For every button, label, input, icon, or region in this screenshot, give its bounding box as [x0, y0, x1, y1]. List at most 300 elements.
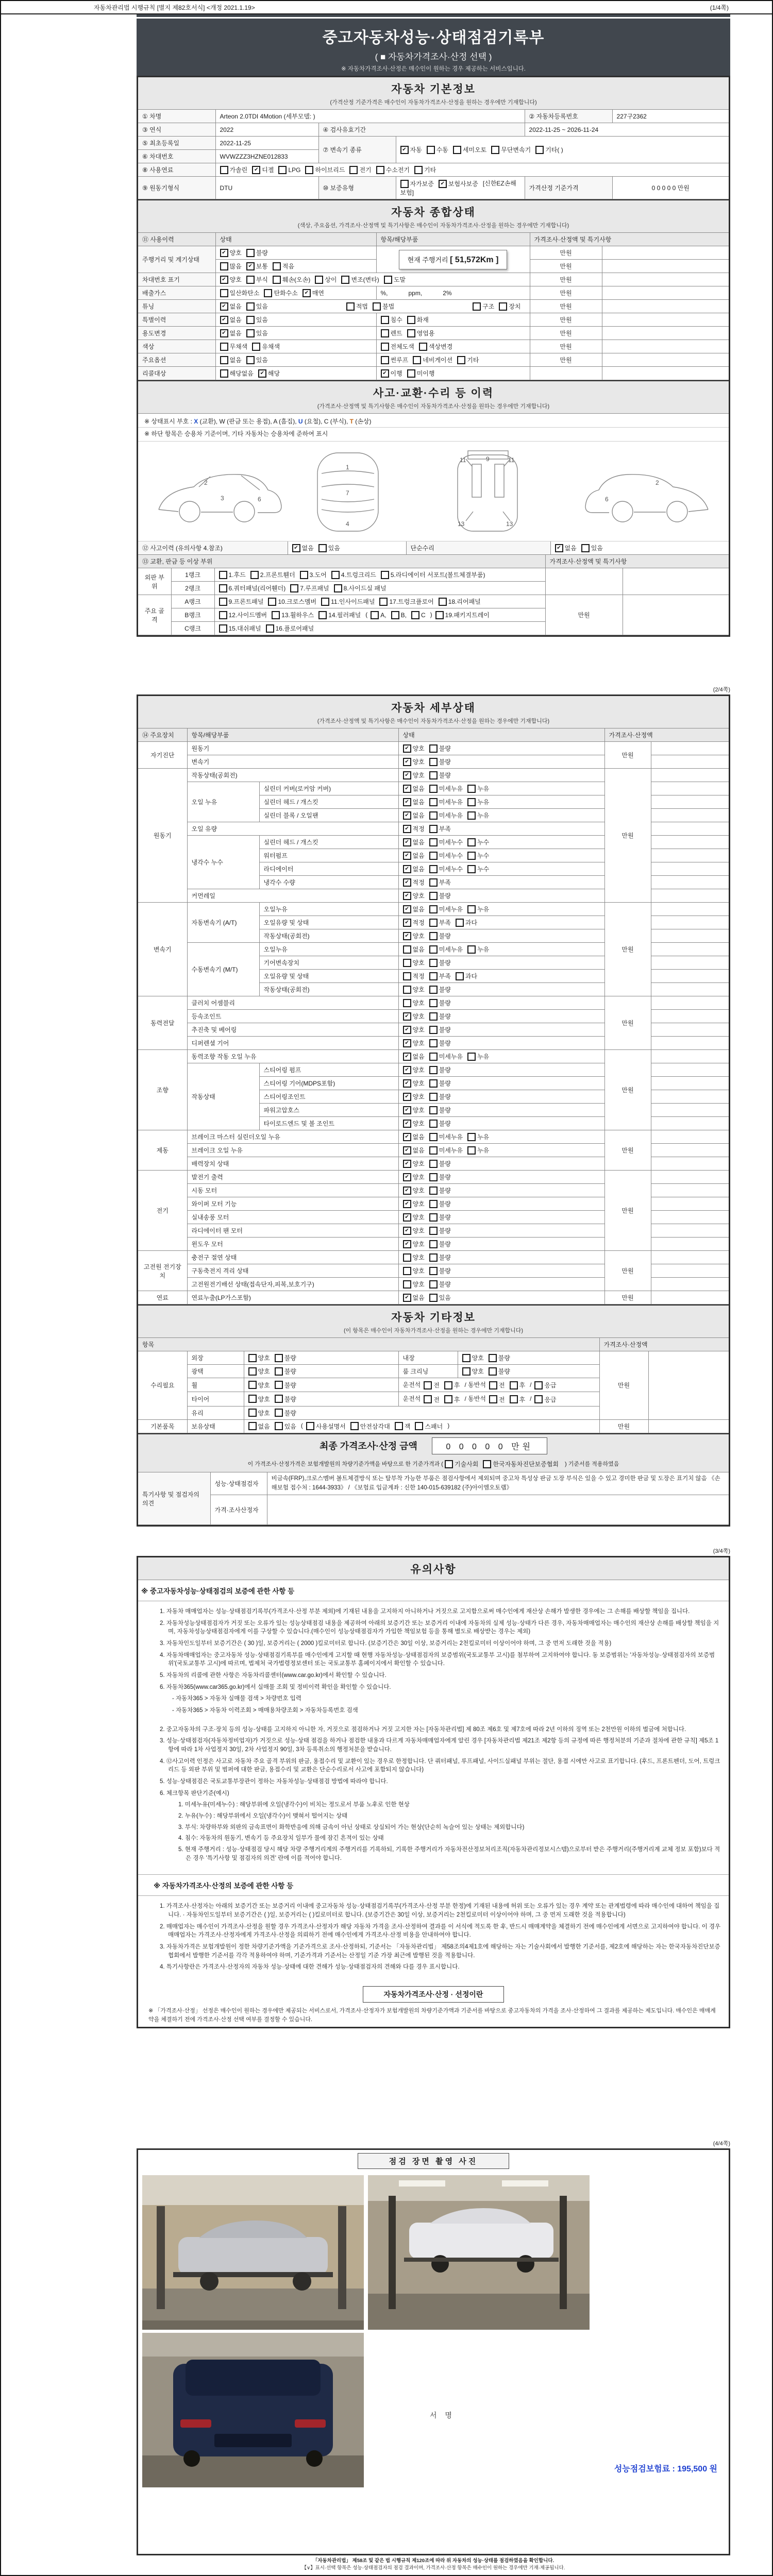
checkbox-누유[interactable]: [467, 905, 489, 913]
checkbox-4.트렁크리드[interactable]: [331, 570, 376, 579]
notice-section1-title: ※ 중고자동차성능·상태점검의 보증에 관한 사항 등: [138, 1580, 729, 1601]
checkbox-색상변경[interactable]: [419, 342, 452, 351]
checkbox-불량[interactable]: [429, 1106, 451, 1114]
checkbox-불량[interactable]: [429, 1266, 451, 1275]
checkbox-누유[interactable]: [467, 945, 489, 954]
detail-row: [138, 903, 729, 916]
checkbox-보통[interactable]: [246, 262, 268, 270]
checkbox-label: 양호: [412, 1241, 425, 1248]
checkbox-있음[interactable]: [246, 302, 268, 311]
checkbox-불량[interactable]: [246, 248, 268, 257]
checkbox-양호[interactable]: [248, 1409, 270, 1417]
checkbox-label: 없음: [412, 799, 425, 806]
checkbox-안전삼각대[interactable]: [350, 1422, 390, 1431]
checkbox-불량[interactable]: [429, 1092, 451, 1101]
checkbox-이행[interactable]: [381, 369, 402, 378]
checkbox-불량[interactable]: [429, 1213, 451, 1222]
row-label: 보유상태: [187, 1419, 244, 1433]
checkbox-12.사이드멤버[interactable]: [219, 611, 267, 619]
checkbox-없음[interactable]: [292, 544, 314, 552]
checkbox-유채색[interactable]: [252, 342, 280, 351]
checkbox-label: 양호: [412, 1040, 425, 1047]
fuel-type-checks: [215, 163, 729, 177]
checkbox-무단변속기[interactable]: [491, 145, 531, 154]
checkbox-적정[interactable]: [403, 918, 425, 927]
checkbox-6.쿼터패널(리어휀더)[interactable]: [219, 584, 286, 592]
checkbox-누수[interactable]: [467, 851, 489, 860]
ext-cell: [651, 876, 729, 889]
checkbox-부족[interactable]: [429, 824, 451, 833]
itm-cell: 윈도우 모터: [187, 1238, 398, 1251]
special-history-checks: [215, 313, 376, 327]
checkbox-box: [275, 1409, 283, 1417]
checkbox-미세누유[interactable]: [429, 905, 463, 913]
checkbox-기타[interactable]: [414, 165, 436, 174]
sub-cell: 파워고압호스: [259, 1104, 398, 1117]
checkbox-없음[interactable]: [403, 1132, 425, 1141]
checkbox-box: [534, 1395, 543, 1403]
legend-token: (교환),: [198, 418, 220, 426]
itm-cell: 원동기: [187, 742, 398, 755]
checkbox-label: C: [421, 611, 426, 619]
itm-cell: 등속조인트: [187, 1010, 398, 1023]
checkbox-양호[interactable]: [248, 1353, 270, 1362]
checkbox-있음[interactable]: [246, 315, 268, 324]
checkbox-14.필러패널[interactable]: [318, 611, 361, 619]
checkbox-box: [467, 945, 476, 954]
checkbox-불량[interactable]: [429, 1039, 451, 1047]
checkbox-16.플로어패널[interactable]: [266, 624, 314, 633]
checkbox-보험사보증[interactable]: [439, 179, 478, 188]
checkbox-무채색[interactable]: [220, 342, 248, 351]
checkbox-하이브리드[interactable]: [305, 165, 345, 174]
checkbox-label: 양호: [412, 1200, 425, 1208]
checkbox-없음[interactable]: [403, 811, 425, 820]
legend-token: U: [298, 418, 303, 426]
checkbox-label: 렌트: [390, 330, 402, 337]
tuning-legal-checks: [346, 302, 399, 311]
checkbox-label: 전: [433, 1382, 440, 1389]
checkbox-양호[interactable]: [403, 998, 425, 1007]
checkbox-불량[interactable]: [429, 1199, 451, 1208]
checkbox-후[interactable]: [510, 1381, 526, 1389]
checkbox-한국자동차진단보증협회[interactable]: [483, 1460, 559, 1468]
checkbox-없음[interactable]: [220, 315, 242, 324]
checkbox-label: 불량: [439, 772, 451, 779]
checkbox-label: 자동: [410, 146, 422, 154]
checkbox-label: 1.후드: [228, 571, 246, 579]
svg-text:3: 3: [221, 495, 224, 502]
checkbox-네비게이션[interactable]: [413, 355, 452, 364]
ext-cell: [651, 1171, 729, 1184]
checkbox-label: 불량: [439, 933, 451, 940]
checkbox-양호[interactable]: [220, 248, 242, 257]
checkbox-5.라디에이터 서포트(볼트체결부품)[interactable]: [381, 570, 485, 579]
checkbox-불량[interactable]: [429, 1079, 451, 1088]
inspector-label: 성능·상태점검자: [210, 1472, 267, 1495]
checkbox-box: ✔: [403, 1039, 411, 1047]
checkbox-18.리어패널[interactable]: [439, 597, 481, 606]
checkbox-box: ✔: [246, 262, 255, 270]
checkbox-19.패키지트레이[interactable]: [435, 611, 490, 619]
checkbox-label: 전: [498, 1396, 505, 1403]
checkbox-화재[interactable]: [407, 315, 429, 324]
checkbox-label: 불량: [439, 892, 451, 900]
checkbox-누유[interactable]: [467, 811, 489, 820]
checkbox-불량[interactable]: [275, 1353, 296, 1362]
checkbox-불량[interactable]: [489, 1367, 510, 1376]
checkbox-양호[interactable]: [248, 1367, 270, 1376]
table-row: [138, 353, 729, 367]
checkbox-불량[interactable]: [275, 1381, 296, 1389]
checkbox-box: [266, 624, 274, 633]
checkbox-미세누수[interactable]: [429, 838, 463, 846]
checkbox-미세누유[interactable]: [429, 1146, 463, 1155]
checkbox-box: [424, 1381, 432, 1389]
checkbox-불량[interactable]: [275, 1395, 296, 1403]
checkbox-label: 있음: [256, 316, 268, 324]
checkbox-양호[interactable]: [403, 771, 425, 779]
checkbox-양호[interactable]: [403, 1012, 425, 1021]
checkbox-box: [248, 1381, 257, 1389]
checkbox-양호[interactable]: [403, 1025, 425, 1034]
checkbox-box: [429, 785, 438, 793]
checkbox-없음[interactable]: [403, 784, 425, 793]
checkbox-미이행[interactable]: [407, 369, 435, 378]
checkbox-불량[interactable]: [429, 1012, 451, 1021]
checkbox-양호[interactable]: [403, 1173, 425, 1181]
checkbox-영업용[interactable]: [407, 329, 435, 337]
checkbox-양호[interactable]: [220, 275, 242, 284]
checkbox-불량[interactable]: [429, 1159, 451, 1168]
appraiser-remarks: [267, 1495, 729, 1524]
checkbox-A,[interactable]: [371, 611, 386, 619]
checkbox-없음[interactable]: [220, 355, 242, 364]
checkbox-양호[interactable]: [403, 744, 425, 753]
checkbox-양호[interactable]: [403, 1065, 425, 1074]
checkbox-box: [273, 276, 281, 284]
checkbox-8.사이드실 패널[interactable]: [334, 584, 386, 592]
checkbox-양호[interactable]: [403, 1266, 425, 1275]
checkbox-부족[interactable]: [429, 918, 451, 927]
checkbox-box: [467, 785, 476, 793]
checkbox-양호[interactable]: [403, 1213, 425, 1222]
row-label: 휠: [187, 1378, 244, 1392]
checkbox-양호[interactable]: [462, 1367, 484, 1376]
checkbox-불량[interactable]: [489, 1353, 510, 1362]
checkbox-불량[interactable]: [429, 757, 451, 766]
checkbox-불량[interactable]: [429, 958, 451, 967]
checkbox-label: 후: [453, 1396, 460, 1403]
checkbox-불량[interactable]: [429, 1119, 451, 1128]
checkbox-box: [429, 905, 438, 913]
checkbox-없음[interactable]: [220, 302, 242, 311]
checkbox-미세누유[interactable]: [429, 1052, 463, 1061]
checkbox-불량[interactable]: [429, 1253, 451, 1262]
st-cell: [398, 809, 604, 822]
checkbox-미세누유[interactable]: [429, 811, 463, 820]
checkbox-디젤[interactable]: [252, 165, 274, 174]
checkbox-수동[interactable]: [427, 145, 448, 154]
checkbox-box: [535, 146, 544, 154]
checkbox-불량[interactable]: [429, 1065, 451, 1074]
checkbox-양호[interactable]: [403, 958, 425, 967]
checkbox-17.트렁크플로어[interactable]: [379, 597, 433, 606]
checkbox-box: [581, 544, 590, 552]
tire-checks: [244, 1392, 398, 1406]
checkbox-후[interactable]: [510, 1395, 526, 1404]
checkbox-없음[interactable]: [403, 851, 425, 860]
checkbox-가솔린[interactable]: [220, 165, 248, 174]
checkbox-양호[interactable]: [403, 1240, 425, 1248]
checkbox-box: ✔: [403, 1093, 411, 1101]
checkbox-전[interactable]: [424, 1395, 440, 1404]
checkbox-훼손(오손)[interactable]: [273, 275, 310, 284]
checkbox-매연[interactable]: [303, 289, 324, 297]
checkbox-양호[interactable]: [403, 1226, 425, 1235]
checkbox-기타[interactable]: [457, 355, 479, 364]
checkbox-label: 부족: [439, 879, 451, 886]
checkbox-불량[interactable]: [429, 1025, 451, 1034]
checkbox-적음[interactable]: [273, 262, 294, 270]
checkbox-미세누수[interactable]: [429, 865, 463, 873]
checkbox-전기[interactable]: [349, 165, 371, 174]
checkbox-양호[interactable]: [403, 1106, 425, 1114]
checkbox-box: [429, 1227, 438, 1235]
checkbox-과다[interactable]: [456, 972, 477, 980]
checkbox-있음[interactable]: [581, 544, 603, 552]
grp-cell: 변속기: [138, 903, 187, 996]
checkbox-적정[interactable]: [403, 824, 425, 833]
checkbox-전[interactable]: [489, 1395, 505, 1404]
form-reference-row: [1, 1, 772, 14]
checkbox-양호[interactable]: [403, 1199, 425, 1208]
checkbox-label: 불량: [439, 1080, 451, 1087]
checkbox-양호[interactable]: [403, 1079, 425, 1088]
checkbox-label: 없음: [412, 1053, 425, 1060]
checkbox-누유[interactable]: [467, 1146, 489, 1155]
checkbox-미세누수[interactable]: [429, 851, 463, 860]
sub-cell: 워터펌프: [259, 849, 398, 862]
checkbox-상이[interactable]: [315, 275, 337, 284]
checkbox-불량[interactable]: [429, 1226, 451, 1235]
checkbox-전[interactable]: [424, 1381, 440, 1389]
checkbox-누유[interactable]: [467, 1052, 489, 1061]
checkbox-침수[interactable]: [381, 315, 402, 324]
checkbox-전체도색[interactable]: [381, 342, 414, 351]
checkbox-불량[interactable]: [429, 771, 451, 779]
checkbox-label: 없음: [412, 812, 425, 819]
ext-cell: [651, 1144, 729, 1157]
checkbox-있음[interactable]: [246, 329, 268, 337]
checkbox-불량[interactable]: [429, 985, 451, 994]
checkbox-없음[interactable]: [220, 329, 242, 337]
inspection-photo-1: [142, 2175, 364, 2330]
standard-book-checks: [445, 1461, 563, 1467]
checkbox-없음[interactable]: [403, 865, 425, 873]
checkbox-미세누유[interactable]: [429, 945, 463, 954]
checkbox-label: 무단변속기: [501, 146, 531, 154]
checkbox-일산화탄소[interactable]: [220, 289, 260, 297]
checkbox-미세누유[interactable]: [429, 784, 463, 793]
detail-title: 자동차 세부상태: [391, 702, 476, 714]
checkbox-적정[interactable]: [403, 972, 425, 980]
checkbox-양호[interactable]: [403, 1092, 425, 1101]
checkbox-부족[interactable]: [429, 972, 451, 980]
checkbox-누유[interactable]: [467, 1132, 489, 1141]
checkbox-기타( )[interactable]: [535, 145, 563, 154]
checkbox-box: [462, 1367, 470, 1376]
checkbox-양호[interactable]: [403, 1253, 425, 1262]
checkbox-없음[interactable]: [403, 1293, 425, 1302]
checkbox-있음[interactable]: [429, 1293, 451, 1302]
ext-cell: [651, 1238, 729, 1251]
checkbox-렌트[interactable]: [381, 329, 402, 337]
checkbox-양호[interactable]: [403, 1280, 425, 1289]
checkbox-미세누유[interactable]: [429, 1132, 463, 1141]
checkbox-label: 양호: [412, 1187, 425, 1194]
checkbox-불량[interactable]: [429, 1280, 451, 1289]
checkbox-양호[interactable]: [403, 757, 425, 766]
checkbox-2.프론트휀더[interactable]: [250, 570, 295, 579]
field-label: ⑨ 원동기형식: [138, 177, 215, 199]
checkbox-label: 불량: [284, 1395, 296, 1403]
checkbox-세미오토[interactable]: [453, 145, 486, 154]
etc-header: [138, 1304, 729, 1338]
checkbox-양호[interactable]: [248, 1395, 270, 1403]
checkbox-자동[interactable]: [400, 145, 422, 154]
checkbox-불량[interactable]: [429, 891, 451, 900]
table-header-row: [138, 728, 729, 742]
checkbox-있음[interactable]: [318, 544, 340, 552]
checkbox-많음[interactable]: [220, 262, 242, 270]
checkbox-응급[interactable]: [534, 1381, 556, 1389]
checkbox-없음[interactable]: [403, 905, 425, 913]
checkbox-불량[interactable]: [429, 1186, 451, 1195]
checkbox-해당[interactable]: [258, 369, 280, 378]
checkbox-label: 양호: [229, 249, 242, 257]
checkbox-응급[interactable]: [534, 1395, 556, 1404]
signature-area: [368, 2333, 725, 2487]
ext-cell: [651, 983, 729, 996]
checkbox-후[interactable]: [444, 1381, 460, 1389]
checkbox-자가보증[interactable]: [400, 179, 434, 188]
checkbox-있음[interactable]: [246, 355, 268, 364]
checkbox-불법[interactable]: [373, 302, 394, 311]
checkbox-label: 있음: [256, 330, 268, 337]
checkbox-label: 불량: [439, 1267, 451, 1275]
checkbox-해당없음[interactable]: [220, 369, 254, 378]
itm-cell: 작동상태(공회전): [187, 769, 398, 782]
sub-cell: 스티어링조인트: [259, 1090, 398, 1104]
checkbox-전[interactable]: [489, 1381, 505, 1389]
checkbox-양호[interactable]: [403, 891, 425, 900]
checkbox-불량[interactable]: [429, 744, 451, 753]
checkbox-누수[interactable]: [467, 865, 489, 873]
checkbox-적법[interactable]: [346, 302, 368, 311]
checkbox-수소전기[interactable]: [376, 165, 410, 174]
checkbox-label: 13.휠하우스: [281, 612, 314, 619]
checkbox-9.프론트패널[interactable]: [219, 597, 264, 606]
checkbox-없음[interactable]: [403, 1052, 425, 1061]
checkbox-box: ✔: [403, 892, 411, 900]
checkbox-부식[interactable]: [246, 275, 268, 284]
checkbox-도말[interactable]: [384, 275, 406, 284]
checkbox-잭[interactable]: [395, 1422, 411, 1431]
checkbox-양호[interactable]: [403, 1159, 425, 1168]
checkbox-B,[interactable]: [391, 611, 407, 619]
checkbox-7.루프패널[interactable]: [290, 584, 329, 592]
checkbox-과다[interactable]: [456, 918, 477, 927]
checkbox-label: 부족: [439, 919, 451, 926]
checkbox-변조(변타)[interactable]: [341, 275, 379, 284]
checkbox-양호[interactable]: [403, 1119, 425, 1128]
checkbox-썬루프[interactable]: [381, 355, 409, 364]
checkbox-양호[interactable]: [403, 985, 425, 994]
checkbox-1.후드[interactable]: [219, 570, 246, 579]
table-row: [138, 163, 729, 177]
checkbox-불량[interactable]: [275, 1409, 296, 1417]
checkbox-사용설명서[interactable]: [306, 1422, 346, 1431]
checkbox-LPG[interactable]: [278, 166, 300, 174]
checkbox-양호[interactable]: [248, 1381, 270, 1389]
checkbox-C[interactable]: [411, 611, 426, 619]
checkbox-미세누유[interactable]: [429, 798, 463, 806]
checkbox-부족[interactable]: [429, 878, 451, 887]
checkbox-없음[interactable]: [403, 1146, 425, 1155]
checkbox-있음[interactable]: [275, 1422, 296, 1431]
checkbox-적정[interactable]: [403, 878, 425, 887]
checkbox-구조[interactable]: [473, 302, 494, 311]
checkbox-양호[interactable]: [403, 1186, 425, 1195]
rank-label: 2랭크: [171, 582, 214, 595]
checkbox-스패너[interactable]: [415, 1422, 443, 1431]
checkbox-13.휠하우스[interactable]: [272, 611, 314, 619]
checkbox-탄화수소[interactable]: [264, 289, 297, 297]
checkbox-10.크로스멤버[interactable]: [268, 597, 316, 606]
checkbox-장치[interactable]: [499, 302, 520, 311]
glass-checks: [244, 1406, 599, 1419]
rank2-checks: [214, 582, 545, 595]
checkbox-기술사회[interactable]: [445, 1460, 478, 1468]
checkbox-label: 미세누수: [439, 839, 463, 846]
checkbox-없음[interactable]: [555, 544, 577, 552]
checkbox-누수[interactable]: [467, 838, 489, 846]
checkbox-불량[interactable]: [275, 1367, 296, 1376]
checkbox-누유[interactable]: [467, 784, 489, 793]
checkbox-양호[interactable]: [403, 1039, 425, 1047]
checkbox-양호[interactable]: [403, 931, 425, 940]
checkbox-양호[interactable]: [462, 1353, 484, 1362]
checkbox-없음[interactable]: [248, 1422, 270, 1431]
checkbox-불량[interactable]: [429, 931, 451, 940]
checkbox-11.인사이드패널[interactable]: [321, 597, 375, 606]
notice-item: 4. 특기사항란은 가격조사·산정자의 자동차 성능·상태에 대한 견해가 성능·상태점검자의 견해와 다를 경우 표시합니다.: [160, 1964, 460, 1971]
checkbox-후[interactable]: [444, 1395, 460, 1404]
checkbox-box: [413, 356, 421, 364]
checkbox-불량[interactable]: [429, 1173, 451, 1181]
checkbox-누유[interactable]: [467, 798, 489, 806]
wheel-checks: [244, 1378, 398, 1392]
checkbox-없음[interactable]: [403, 945, 425, 954]
checkbox-없음[interactable]: [403, 798, 425, 806]
checkbox-불량[interactable]: [429, 1240, 451, 1248]
ext-cell: [651, 1278, 729, 1291]
checkbox-불량[interactable]: [429, 998, 451, 1007]
checkbox-없음[interactable]: [403, 838, 425, 846]
checkbox-3.도어[interactable]: [300, 570, 327, 579]
checkbox-15.대쉬패널[interactable]: [219, 624, 261, 633]
